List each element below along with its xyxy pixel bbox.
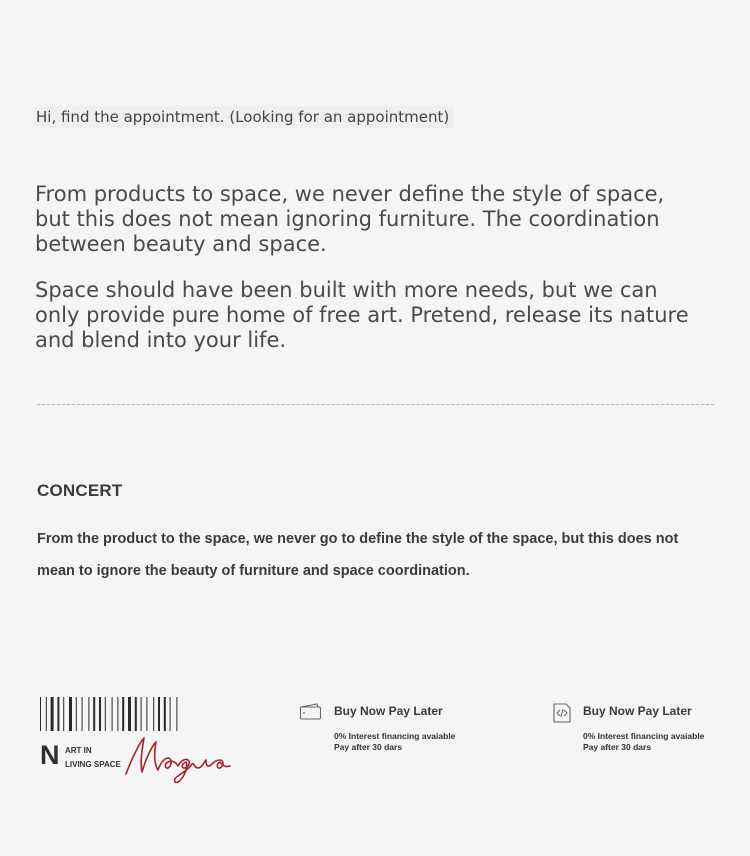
feature-details bbox=[583, 731, 704, 752]
concert-text: From the product to the space, we never go to define the style of the space, but this does not mean to ignore the beauty of furniture and space coordination. bbox=[37, 531, 679, 579]
feature-title: Buy Now Pay Later bbox=[334, 704, 443, 718]
brand-letter: N bbox=[40, 740, 60, 770]
barcode-icon bbox=[39, 697, 204, 731]
brand-tagline-line-2: LIVING SPACE bbox=[65, 760, 121, 769]
intro-paragraph-2: Space should have been built with more needs, but we can only provide pure home of free art. Pretend, release its nature and blend into your life. bbox=[35, 278, 689, 352]
intro-paragraph-1: From products to space, we never define the style of space, but this does not mean ignoring furniture. The coordination between beauty and space. bbox=[35, 182, 665, 256]
wallet-icon bbox=[299, 702, 323, 722]
feature-line-2: Pay after 30 dars bbox=[334, 741, 403, 752]
brand-tagline bbox=[65, 744, 121, 772]
code-document-icon bbox=[552, 702, 572, 724]
feature-title: Buy Now Pay Later bbox=[583, 704, 692, 718]
dashed-divider bbox=[37, 404, 714, 405]
feature-line-1: 0% Interest financing avaiable bbox=[334, 731, 456, 741]
feature-line-1: 0% Interest financing avaiable bbox=[583, 731, 705, 741]
greeting-text: Hi, find the appointment. (Looking for an appointment) bbox=[34, 106, 453, 128]
brand-tagline-line-1: ART IN bbox=[65, 746, 92, 755]
signature-logo bbox=[118, 728, 233, 786]
feature-details bbox=[334, 731, 455, 752]
feature-line-2: Pay after 30 dars bbox=[583, 741, 652, 752]
concert-title: CONCERT bbox=[37, 481, 123, 500]
